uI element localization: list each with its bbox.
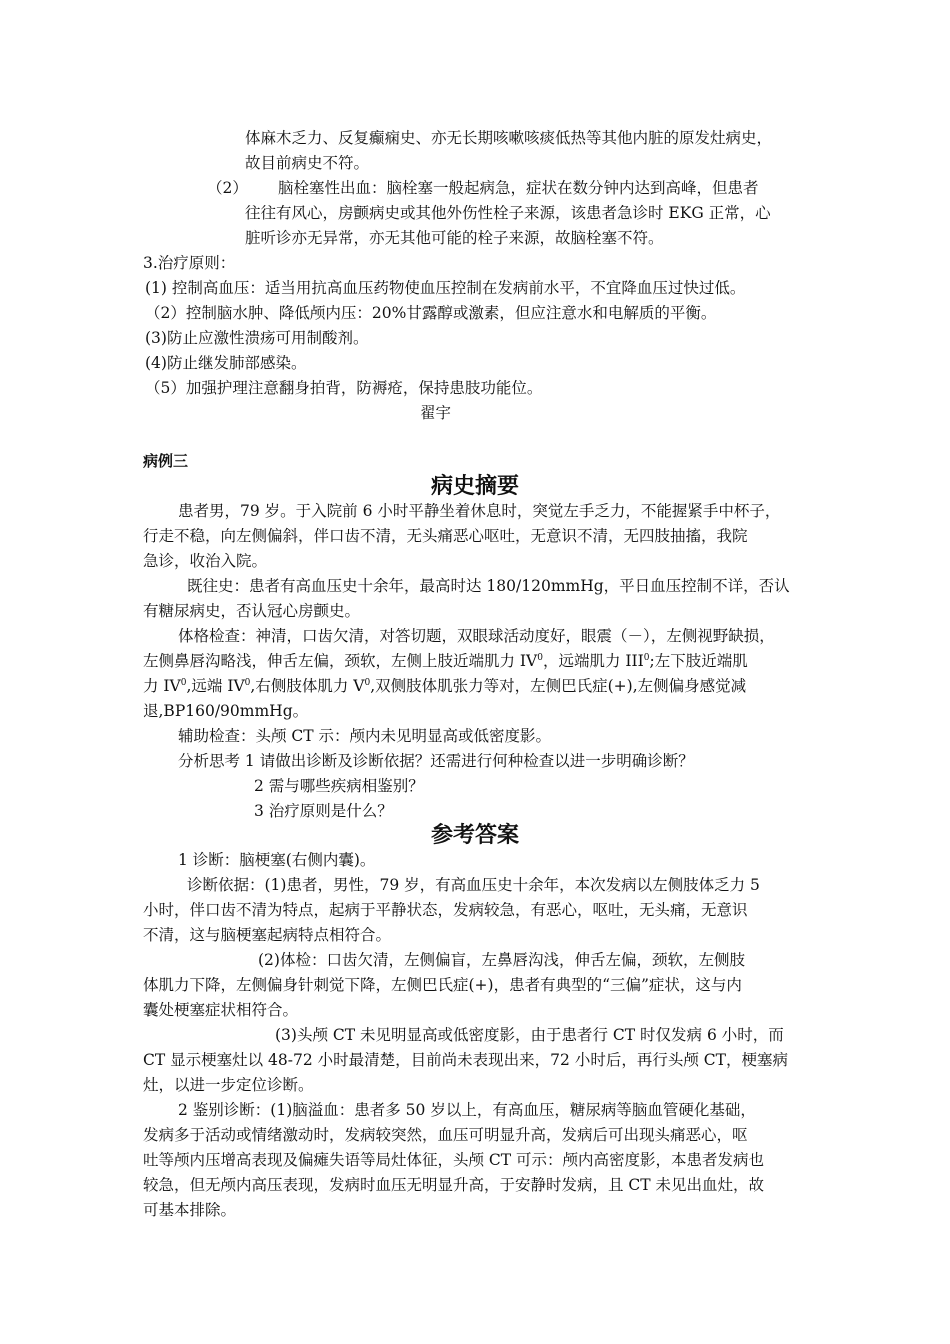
answer-line: 较急，但无颅内高压表现，发病时血压无明显升高，于安静时发病，且 CT 未见出血灶，故 [143, 1176, 765, 1194]
question-line: 2 需与哪些疾病相鉴别？ [254, 777, 424, 795]
list-item: (1) 控制高血压：适当用抗高血压药物使血压控制在发病前水平，不宜降血压过快过低。 [145, 279, 746, 297]
case-label: 病例三 [143, 452, 189, 470]
answer-line: 吐等颅内压增高表现及偏瘫失语等局灶体征，头颅 CT 可示：颅内高密度影，本患者发病也 [143, 1151, 765, 1169]
list-item: （2）控制脑水肿、降低颅内压：20%甘露醇或激素，但应注意水和电解质的平衡。 [145, 304, 717, 322]
paragraph-line: 左侧鼻唇沟略浅，伸舌左偏，颈软，左侧上肢近端肌力 $IV^0$，远端肌力 III$^0$;左下肢近端肌 [143, 652, 748, 670]
answer-line: (3)头颅 CT 未见明显高或低密度影，由于患者行 CT 时仅发病 6 小时，而 [275, 1026, 784, 1044]
paragraph-line: 体格检查：神清，口齿欠清，对答切题，双眼球活动度好，眼震（－），左侧视野缺损， [178, 627, 775, 645]
answer-line: (2)体检：口齿欠清，左侧偏盲，左鼻唇沟浅，伸舌左偏，颈软，左侧肢 [258, 951, 745, 969]
answer-line: 体肌力下降，左侧偏身针刺觉下降，左侧巴氏症(+)，患者有典型的“三偏”症状，这与内 [143, 976, 742, 994]
answer-line: 灶，以进一步定位诊断。 [143, 1076, 314, 1094]
answer-title: 参考答案 [430, 822, 519, 848]
text-line: 脏听诊亦无异常，亦无其他可能的栓子来源，故脑栓塞不符。 [245, 229, 664, 247]
paragraph-line: 既往史：患者有高血压史十余年，最高时达 180/120mmHg，平日血压控制不详，否认 [187, 577, 790, 595]
paragraph-line: 急诊，收治入院。 [143, 552, 268, 570]
paragraph-line: 行走不稳，向左侧偏斜，伴口齿不清，无头痛恶心呕吐，无意识不清，无四肢抽搐，我院 [143, 527, 748, 545]
answer-line: 诊断依据：(1)患者，男性，79 岁，有高血压史十余年，本次发病以左侧肢体乏力 5 [187, 876, 760, 894]
paragraph-line: 退,BP160/90mmHg。 [143, 702, 309, 720]
answer-line: 囊处梗塞症状相符合。 [143, 1001, 299, 1019]
section-heading: 3.治疗原则： [143, 254, 236, 272]
answer-line: 2 鉴别诊断：(1)脑溢血：患者多 50 岁以上，有高血压，糖尿病等脑血管硬化基础， [178, 1101, 756, 1119]
answer-line: 1 诊断：脑梗塞(右侧内囊)。 [178, 851, 376, 869]
list-item: (3)防止应激性溃疡可用制酸剂。 [145, 329, 369, 347]
question-line: 3 治疗原则是什么？ [254, 802, 393, 820]
paragraph-line: 有糖尿病史，否认冠心房颤史。 [143, 602, 361, 620]
answer-line: 发病多于活动或情绪激动时，发病较突然，血压可明显升高，发病后可出现头痛恶心，呕 [143, 1126, 748, 1144]
answer-line: 不清，这与脑梗塞起病特点相符合。 [143, 926, 392, 944]
list-item: （5）加强护理注意翻身拍背，防褥疮，保持患肢功能位。 [145, 379, 543, 397]
summary-title: 病史摘要 [430, 473, 519, 499]
list-number: （2） [207, 179, 248, 197]
paragraph-line: 患者男，79 岁。于入院前 6 小时平静坐着休息时，突觉左手乏力，不能握紧手中杯子， [178, 502, 781, 520]
question-line: 分析思考 1 请做出诊断及诊断依据？还需进行何种检查以进一步明确诊断？ [178, 752, 694, 770]
text-line: 故目前病史不符。 [245, 154, 370, 172]
text-line: 脑栓塞性出血：脑栓塞一般起病急，症状在数分钟内达到高峰，但患者 [278, 179, 759, 197]
answer-line: CT 显示梗塞灶以 48-72 小时最清楚，目前尚未表现出来，72 小时后，再行头颅 CT，梗塞病 [143, 1051, 788, 1069]
paragraph-line: 力 $IV^0$,远端 $IV^0$,右侧肢体肌力 $V^0$,双侧肢体肌张力等对，左侧巴氏症(+),左侧偏身感觉减 [143, 677, 747, 695]
answer-line: 小时，伴口齿不清为特点，起病于平静状态，发病较急，有恶心，呕吐，无头痛，无意识 [143, 901, 748, 919]
text-line: 体麻木乏力、反复癫痫史、亦无长期咳嗽咳痰低热等其他内脏的原发灶病史， [245, 129, 773, 147]
answer-line: 可基本排除。 [143, 1201, 237, 1219]
author-name: 翟宇 [420, 404, 452, 422]
text-line: 往往有风心，房颤病史或其他外伤性栓子来源，该患者急诊时 EKG 正常，心 [245, 204, 771, 222]
list-item: (4)防止继发肺部感染。 [145, 354, 307, 372]
paragraph-line: 辅助检查：头颅 CT 示：颅内未见明显高或低密度影。 [178, 727, 552, 745]
